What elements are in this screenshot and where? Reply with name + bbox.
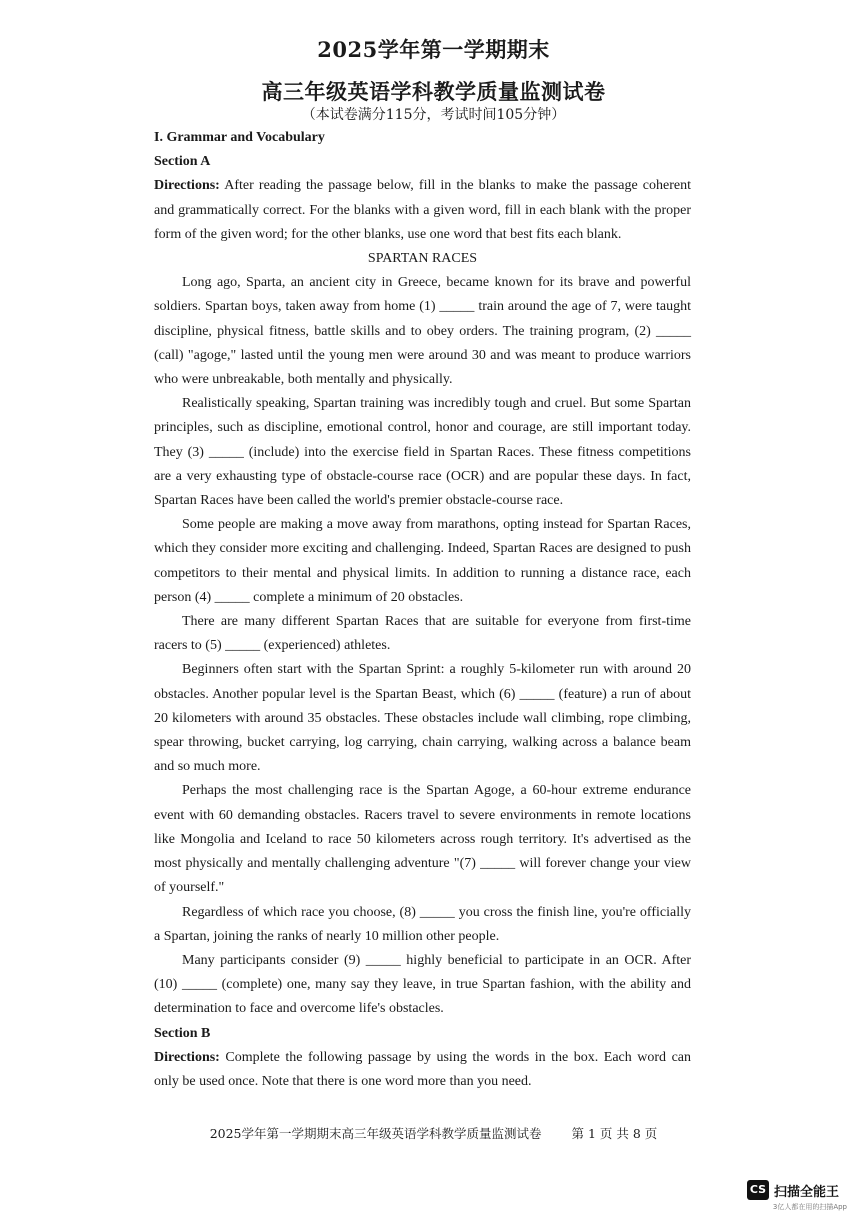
passage-title: SPARTAN RACES — [367, 251, 478, 267]
section-b-heading: Section B — [154, 1025, 211, 1041]
camscanner-logo-icon: CS — [747, 1180, 769, 1200]
passage-paragraph: Realistically speaking, Spartan training was incredibly tough and cruel. But some Spartan principles, such as discipline, emotional control, honor and courage, are still important today. They (3) _____ (include) into the exercise field in Spartan Races. These fitness competitions are a very exhausting type of obstacle-course race (OCR) and are popular these days. In fact, Spartan Races have been called the world's premier obstacle-course race. — [154, 396, 691, 509]
section-a-heading: Section A — [154, 154, 211, 170]
passage-paragraph: Beginners often start with the Spartan Sprint: a roughly 5-kilometer run with around 20 obstacles. Another popular level is the Spartan Beast, which (6) _____ (feature) a run of about 20 kilometers with around 35 obstacles. These obstacles include wall climbing, rope climbing, spear throwing, bucket carrying, log carrying, chain carrying, walking across a balance beam and so much more. — [154, 662, 691, 775]
section-b-directions — [154, 1046, 691, 1094]
scanner-watermark — [747, 1180, 847, 1212]
section-a-directions — [154, 174, 691, 247]
passage-paragraph: There are many different Spartan Races that are suitable for everyone from first-time racers to (5) _____ (experienced) athletes. — [154, 614, 691, 654]
passage-paragraph: Some people are making a move away from marathons, opting instead for Spartan Races, which they consider more exciting and challenging. Indeed, Spartan Races are designed to push competitors to their mental and physical limits. In addition to running a distance race, each person (4) _____ complete a minimum of 20 obstacles. — [154, 517, 691, 605]
footer-exam-name: 2025学年第一学期期末高三年级英语学科教学质量监测试卷 — [209, 1126, 542, 1141]
passage-paragraph: Long ago, Sparta, an ancient city in Greece, became known for its brave and powerful soldiers. Spartan boys, taken away from home (1) _____ train around the age of 7, were taught discipline, physical fitness, battle skills and to obey orders. The training program, (2) _____ (call) "agoge," lasted until the young men were around 30 and was meant to produce warriors who were unbreakable, both mentally and physically. — [154, 275, 691, 388]
passage-paragraph: Many participants consider (9) _____ highly beneficial to participate in an OCR. After (10) _____ (complete) one, many say they leave, in true Spartan fashion, with the ability and determination to face and overcome life's obstacles. — [154, 952, 691, 1017]
page-footer — [0, 1124, 867, 1142]
passage-paragraph: Perhaps the most challenging race is the Spartan Agoge, a 60-hour extreme endurance event with 60 demanding obstacles. Racers travel to severe environments in remote locations like Mongolia and Iceland to race 50 kilometers across rough territory. It's advertised as the most physically and mentally challenging adventure "(7) _____ will forever change your view of yourself." — [154, 783, 691, 896]
part-heading: I. Grammar and Vocabulary — [154, 130, 325, 145]
directions-label: Directions: — [154, 178, 220, 194]
directions-text: After reading the passage below, fill in the blanks to make the passage coherent and grammatically correct. For the blanks with a given word, fill in each blank with the proper form of the given word; for the other blanks, use one word that best fits each blank. — [154, 178, 691, 242]
footer-page-info: 第 1 页 共 8 页 — [571, 1126, 658, 1141]
directions-label: Directions: — [154, 1049, 220, 1065]
watermark-tagline: 3亿人都在用的扫描App — [772, 1203, 847, 1211]
passage-paragraph: Regardless of which race you choose, (8) _____ you cross the finish line, you're officially a Spartan, joining the ranks of nearly 10 million other people. — [154, 904, 691, 944]
directions-text: Complete the following passage by using the words in the box. Each word can only be used once. Note that there is one word more than you need. — [154, 1049, 691, 1089]
exam-content — [154, 126, 691, 1094]
exam-subtitle: （本试卷满分115分，考试时间105分钟） — [301, 107, 566, 123]
exam-title-line1: 2025学年第一学期期末 — [317, 37, 550, 62]
exam-title-line2: 高三年级英语学科教学质量监测试卷 — [261, 79, 606, 104]
watermark-app-name: 扫描全能王 — [774, 1185, 840, 1200]
